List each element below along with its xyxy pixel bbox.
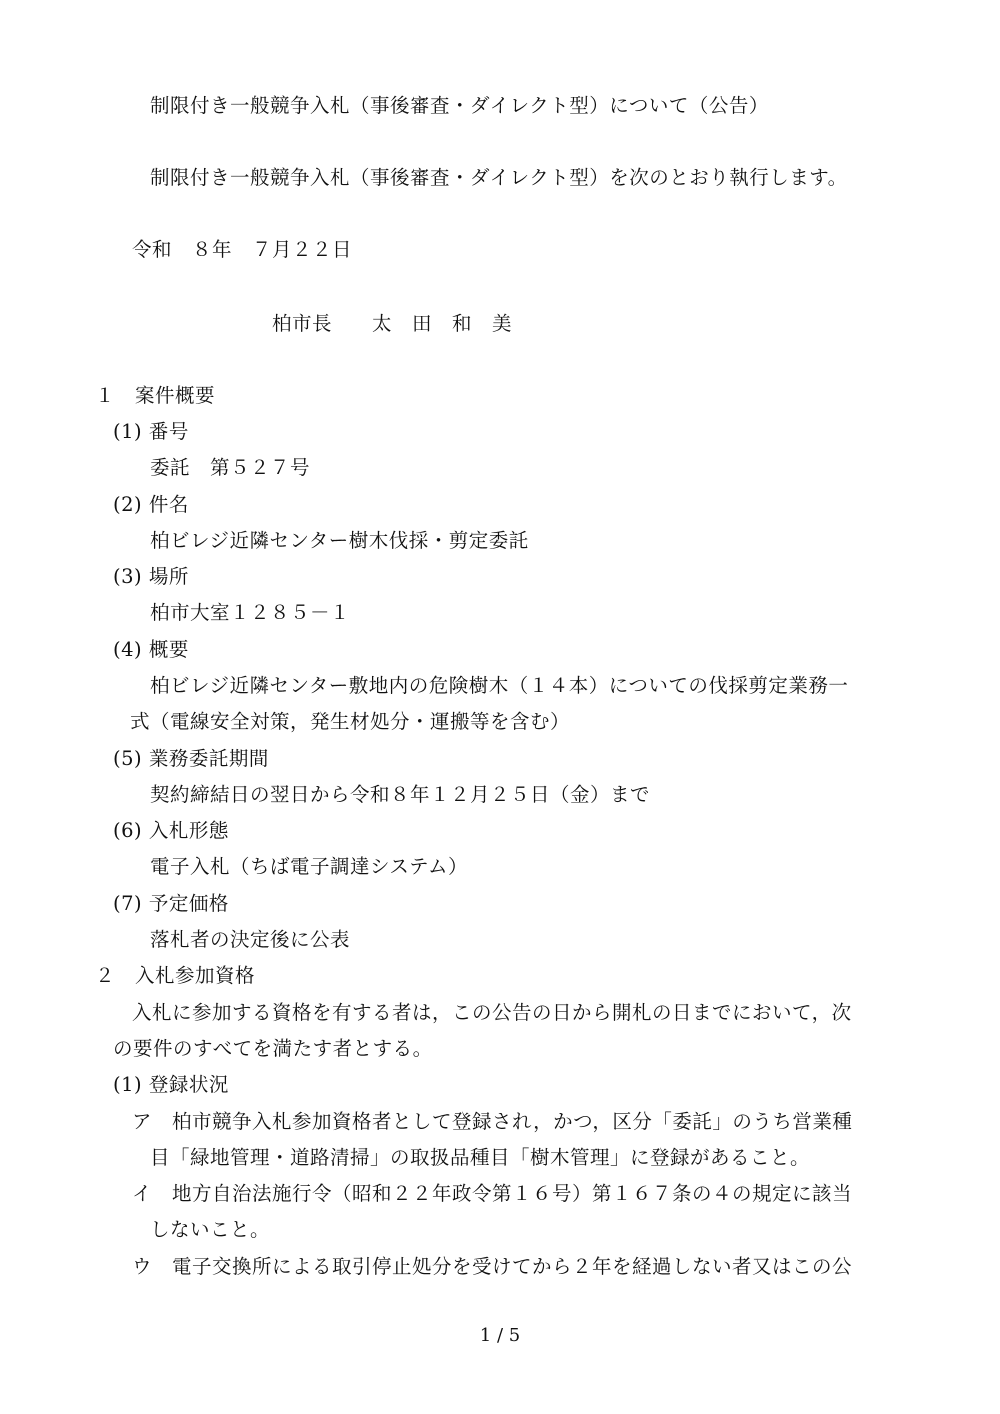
item-label: (4) 概要 (113, 638, 189, 661)
requirement-text: ア 柏市競争入札参加資格者として登録され，かつ，区分「委託」のうち営業種 (132, 1110, 853, 1133)
section-intro: の要件のすべてを満たす者とする。 (113, 1037, 433, 1060)
item-text: 契約締結日の翌日から令和８年１２月２５日（金）まで (150, 783, 651, 806)
section-intro: 入札に参加する資格を有する者は，この公告の日から開札の日までにおいて，次 (132, 1001, 852, 1024)
notice-date: 令和 ８年 ７月２２日 (132, 238, 353, 261)
requirement-text: しないこと。 (150, 1218, 271, 1241)
document-title: 制限付き一般競争入札（事後審査・ダイレクト型）について（公告） (150, 94, 769, 117)
item-text: 柏市大室１２８５－１ (150, 601, 351, 624)
requirement-text: ウ 電子交換所による取引停止処分を受けてから２年を経過しない者又はこの公 (132, 1255, 853, 1278)
item-label: (6) 入札形態 (113, 819, 229, 842)
item-label: (1) 番号 (113, 420, 189, 443)
page-number: 1 / 5 (479, 1325, 521, 1346)
item-label: (7) 予定価格 (113, 892, 229, 915)
issuer-name: 柏市長 太 田 和 美 (272, 312, 513, 335)
item-label: (5) 業務委託期間 (113, 747, 269, 770)
section-heading: １ 案件概要 (95, 384, 216, 407)
intro-text: 制限付き一般競争入札（事後審査・ダイレクト型）を次のとおり執行します。 (150, 166, 848, 189)
item-label: (3) 場所 (113, 565, 189, 588)
section-heading: ２ 入札参加資格 (95, 964, 256, 987)
item-text: 電子入札（ちば電子調達システム） (150, 855, 469, 878)
requirement-text: イ 地方自治法施行令（昭和２２年政令第１６号）第１６７条の４の規定に該当 (132, 1182, 853, 1205)
item-text: 柏ビレジ近隣センター敷地内の危険樹木（１４本）についての伐採剪定業務一 (150, 674, 849, 697)
item-label: (2) 件名 (113, 493, 189, 516)
requirement-text: 目「緑地管理・道路清掃」の取扱品種目「樹木管理」に登録があること。 (150, 1146, 811, 1169)
subsection-label: (1) 登録状況 (113, 1073, 229, 1096)
item-text: 委託 第５２７号 (150, 456, 311, 479)
item-text: 柏ビレジ近隣センター樹木伐採・剪定委託 (150, 529, 529, 552)
item-text: 落札者の決定後に公表 (150, 928, 351, 951)
item-text: 式（電線安全対策，発生材処分・運搬等を含む） (130, 710, 571, 733)
